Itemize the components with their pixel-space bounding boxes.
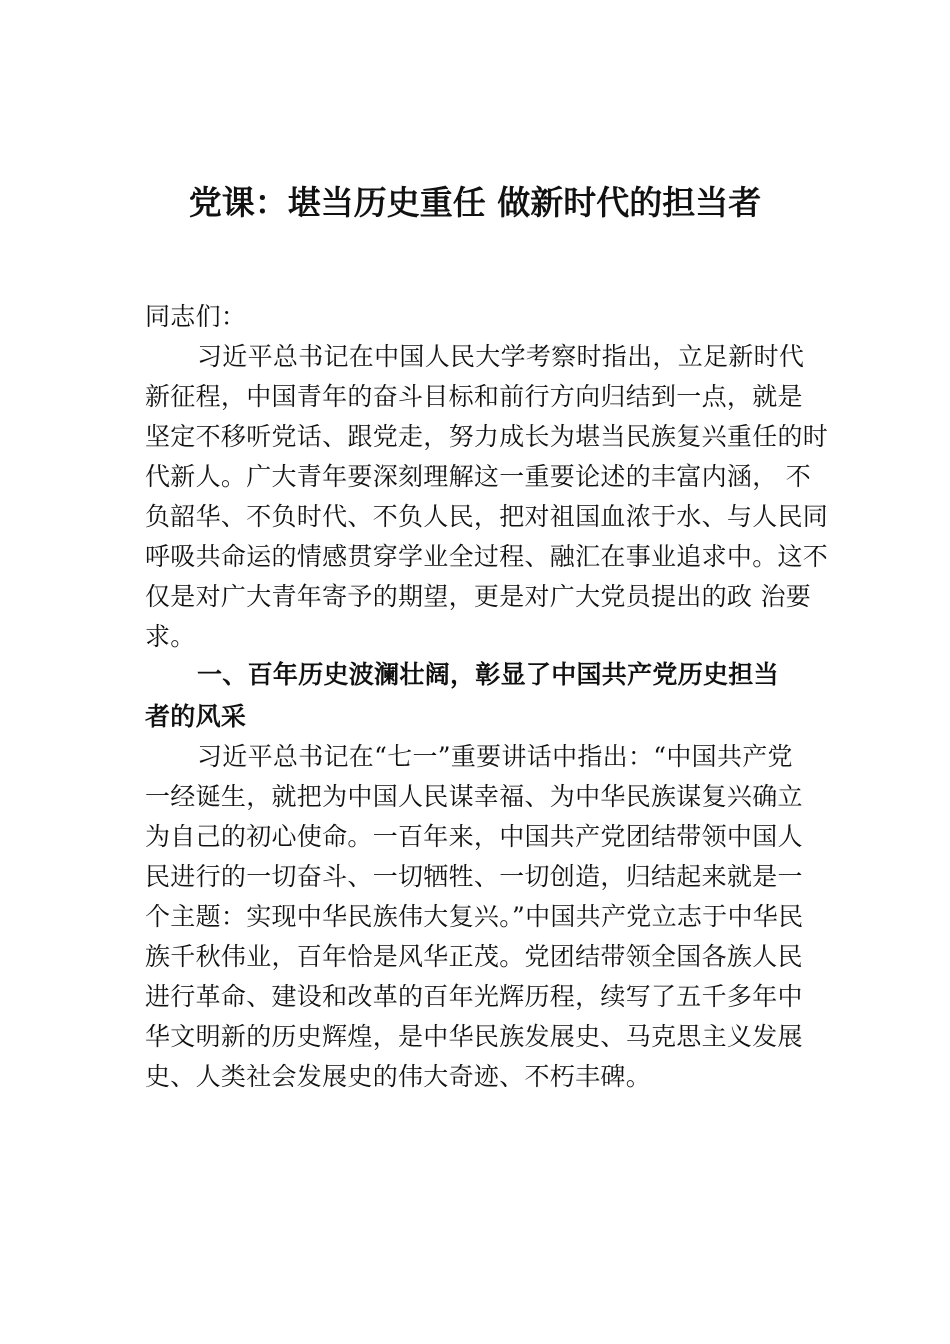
paragraph-line: 坚定不移听党话、跟党走，努力成长为堪当民族复兴重任的时 [145,422,829,451]
paragraph-line: 代新人。广大青年要深刻理解这一重要论述的丰富内涵， 不 [145,462,812,491]
paragraph-line: 习近平总书记在“七一”重要讲话中指出：“中国共产党 [197,742,793,771]
paragraph-line: 习近平总书记在中国人民大学考察时指出，立足新时代 [197,342,805,371]
heading-line: 者的风采 [145,702,247,731]
paragraph-line: 一经诞生，就把为中国人民谋幸福、为中华民族谋复兴确立 [145,782,803,811]
paragraph-line: 为自己的初心使命。一百年来，中国共产党团结带领中国人 [145,822,803,851]
paragraph-line: 个主题：实现中华民族伟大复兴。”中国共产党立志于中华民 [145,902,804,931]
paragraph-line: 史、人类社会发展史的伟大奇迹、不朽丰碑。 [145,1062,652,1091]
paragraph-line: 仅是对广大青年寄予的期望，更是对广大党员提出的政 治要 [145,582,812,611]
paragraph-line: 负韶华、不负时代、不负人民，把对祖国血浓于水、与人民同 [145,502,829,531]
document-title: 党课：堪当历史重任 做新时代的担当者 [188,183,762,222]
paragraph-line: 华文明新的历史辉煌，是中华民族发展史、马克思主义发展 [145,1022,803,1051]
paragraph-line: 呼吸共命运的情感贯穿学业全过程、融汇在事业追求中。这不 [145,542,829,571]
paragraph-line: 族千秋伟业，百年恰是风华正茂。党团结带领全国各族人民 [145,942,803,971]
paragraph-line: 求。 [145,622,196,651]
heading-line: 一、百年历史波澜壮阔，彰显了中国共产党历史担当 [197,660,779,689]
salutation: 同志们： [145,302,247,331]
paragraph-line: 进行革命、建设和改革的百年光辉历程，续写了五千多年中 [145,982,803,1011]
paragraph-line: 新征程，中国青年的奋斗目标和前行方向归结到一点，就是 [145,382,803,411]
paragraph-line: 民进行的一切奋斗、一切牺牲、一切创造，归结起来就是一 [145,862,803,891]
